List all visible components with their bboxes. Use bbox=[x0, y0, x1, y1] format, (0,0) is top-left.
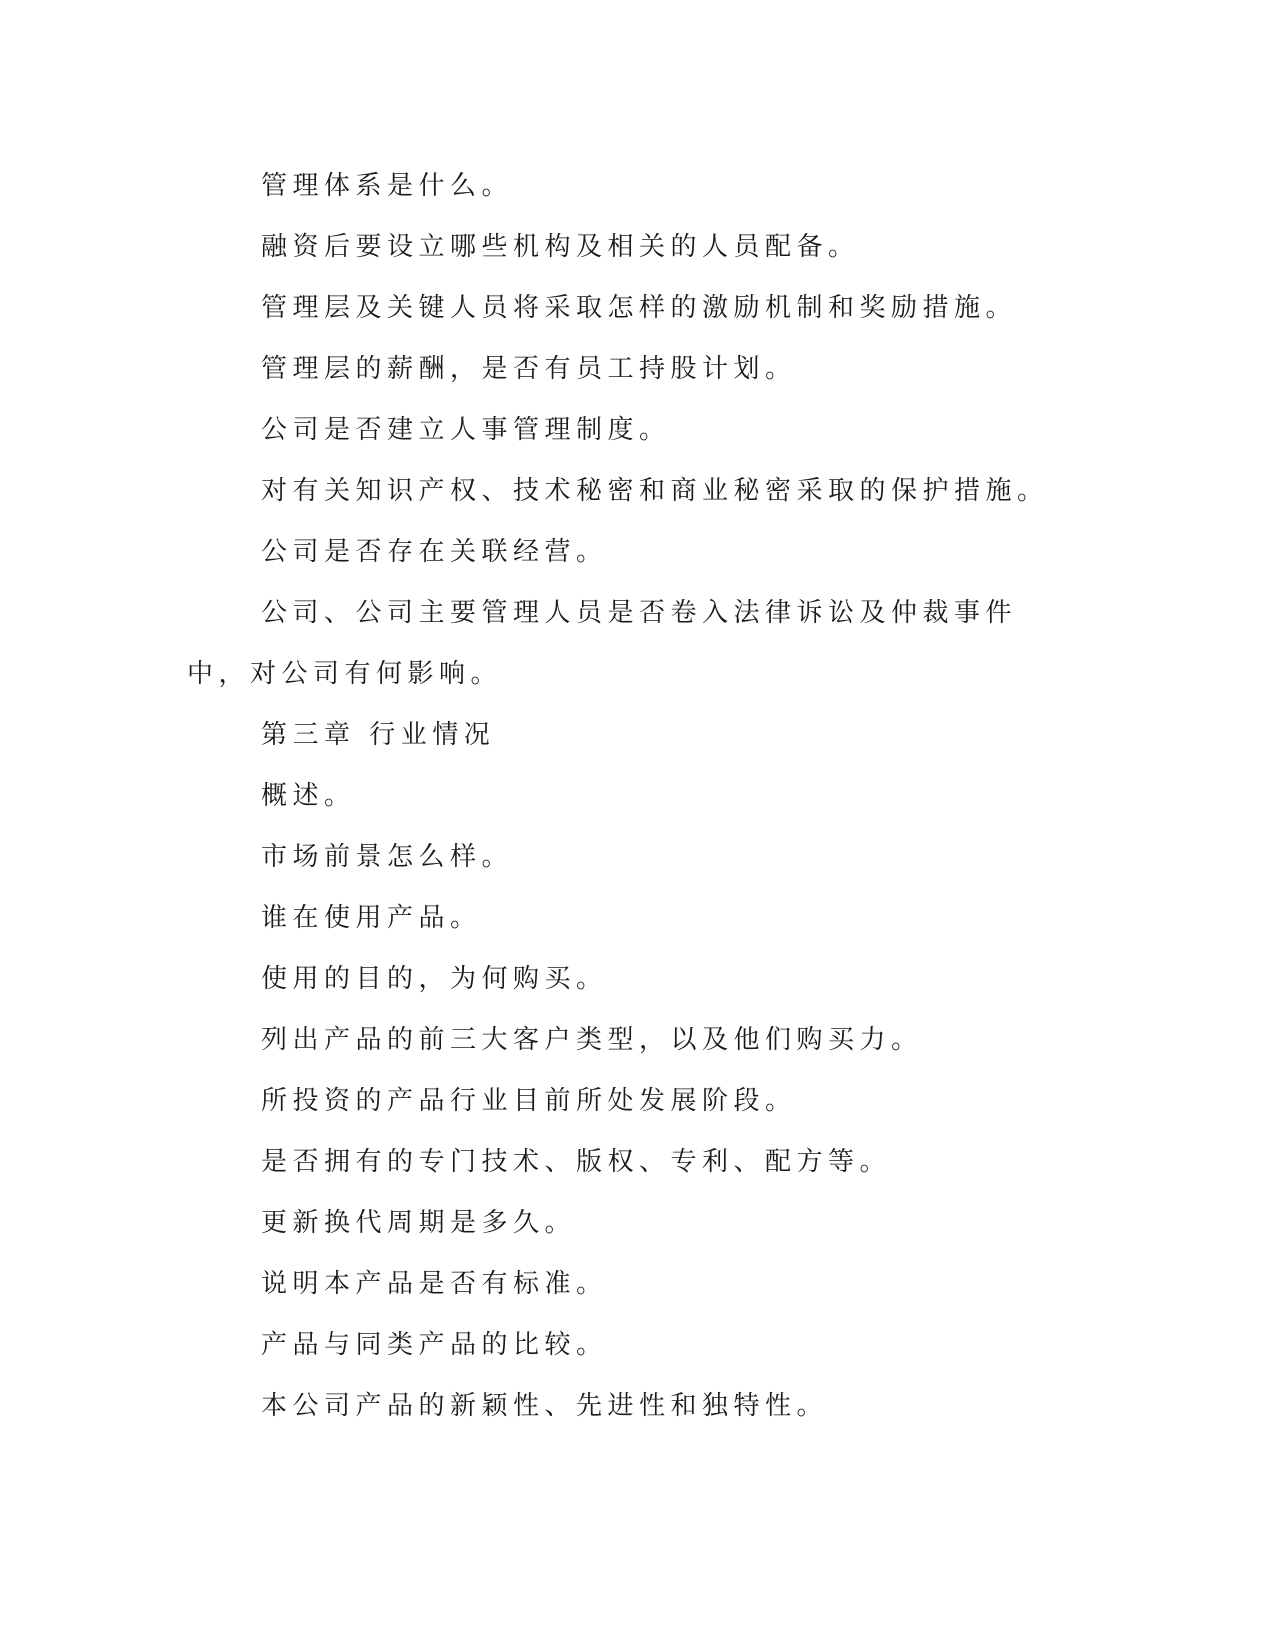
paragraph: 公司是否建立人事管理制度。 bbox=[261, 415, 671, 445]
paragraph: 所投资的产品行业目前所处发展阶段。 bbox=[261, 1086, 797, 1116]
paragraph: 公司、公司主要管理人员是否卷入法律诉讼及仲裁事件中，对公司有何影响。 bbox=[187, 598, 1018, 689]
paragraph: 使用的目的，为何购买。 bbox=[261, 964, 608, 994]
paragraph: 融资后要设立哪些机构及相关的人员配备。 bbox=[261, 232, 860, 262]
paragraph: 谁在使用产品。 bbox=[261, 903, 482, 933]
document-body bbox=[187, 156, 1077, 1437]
paragraph: 说明本产品是否有标准。 bbox=[261, 1269, 608, 1299]
paragraph: 市场前景怎么样。 bbox=[261, 842, 514, 872]
paragraph: 列出产品的前三大客户类型，以及他们购买力。 bbox=[261, 1025, 923, 1055]
paragraph: 本公司产品的新颖性、先进性和独特性。 bbox=[261, 1391, 829, 1421]
paragraph: 对有关知识产权、技术秘密和商业秘密采取的保护措施。 bbox=[261, 476, 1049, 506]
paragraph: 管理层的薪酬，是否有员工持股计划。 bbox=[261, 354, 797, 384]
paragraph: 管理层及关键人员将采取怎样的激励机制和奖励措施。 bbox=[261, 293, 1018, 323]
paragraph: 产品与同类产品的比较。 bbox=[261, 1330, 608, 1360]
paragraph: 概述。 bbox=[261, 781, 356, 811]
paragraph: 更新换代周期是多久。 bbox=[261, 1208, 577, 1238]
chapter-heading: 第三章 行业情况 bbox=[261, 720, 496, 750]
paragraph: 是否拥有的专门技术、版权、专利、配方等。 bbox=[261, 1147, 892, 1177]
paragraph: 公司是否存在关联经营。 bbox=[261, 537, 608, 567]
paragraph: 管理体系是什么。 bbox=[261, 171, 514, 201]
